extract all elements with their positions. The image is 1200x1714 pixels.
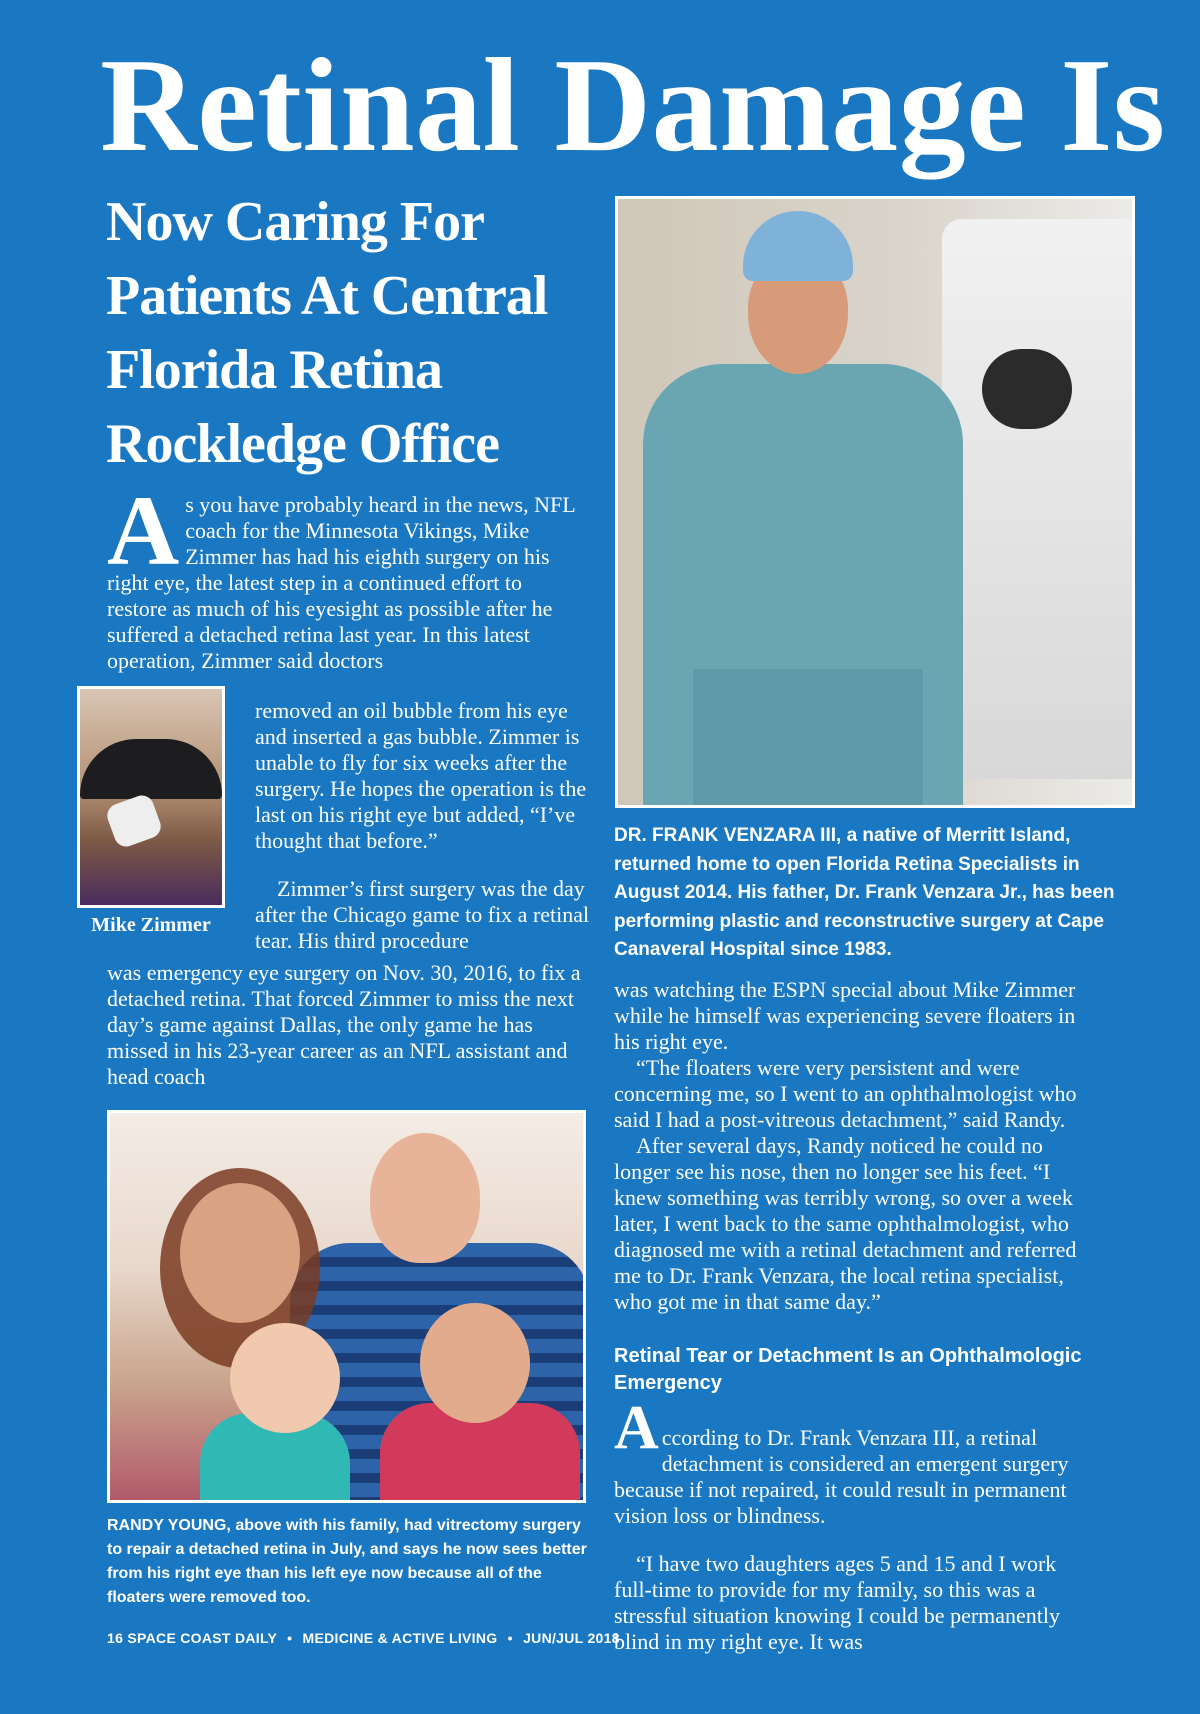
col2-paragraph-3: After several days, Randy noticed he could no longer see his nose, then no longer see his feet. “I knew something was terribly wrong, so over a week later, I went back to the same ophthalmologist, who diagnosed me with a retinal detachment and referred me to Dr. Frank Venzara, the local retina specialist, who got me in that same day.” <box>614 1133 1077 1314</box>
page-number: 16 <box>107 1630 124 1646</box>
section-paragraph-2: “I have two daughters ages 5 and 15 and I work full-time to provide for my family, so this was a stressful situation knowing I could be permanently blind in my right eye. It was <box>614 1551 1061 1654</box>
section-paragraph-1: ccording to Dr. Frank Venzara III, a retinal detachment is considered an emergent surgery because if not repaired, it could result in permanent vision loss or blindness. <box>614 1425 1069 1528</box>
headline: Retinal Damage Is <box>100 31 1166 179</box>
intro-paragraph <box>107 475 587 674</box>
col1-paragraph-rest: was emergency eye surgery on Nov. 30, 2016, to fix a detached retina. That forced Zimmer to miss the next day’s game against Dallas, the only game he has missed in his 23-year career as an NFL assistant and head coach <box>107 960 581 1089</box>
wrap-paragraph-2: Zimmer’s first surgery was the day after the Chicago game to fix a retinal tear. His third procedure <box>255 876 590 953</box>
issue-date: JUN/JUL 2018 <box>523 1630 620 1646</box>
family-photo-caption: RANDY YOUNG, above with his family, had vitrectomy surgery to repair a detached retina in July, and says he now sees better from his right eye than his left eye now because all of the floaters were removed too. <box>107 1517 587 1606</box>
cap-shape <box>80 739 222 799</box>
doctor-photo-caption: DR. FRANK VENZARA III, a native of Merritt Island, returned home to open Florida Retina Specialists in August 2014. His father, Dr. Frank Venzara Jr., has been performing plastic and reconstructive surgery at Cape Canaveral Hospital since 1983. <box>614 825 1115 960</box>
page-footer <box>107 1630 707 1646</box>
publication-name: SPACE COAST DAILY <box>127 1630 277 1646</box>
randy-young-family-photo <box>107 1110 586 1503</box>
section-heading: Retinal Tear or Detachment Is an Ophthalmologic Emergency <box>614 1345 1082 1394</box>
zimmer-photo-caption: Mike Zimmer <box>91 914 211 936</box>
subheadline: Now Caring For Patients At Central Florida Retina Rockledge Office <box>106 191 548 475</box>
intro-text: s you have probably heard in the news, NFL coach for the Minnesota Vikings, Mike Zimmer has had his eighth surgery on his right eye, the latest step in a continued effort to restore as much of his eyesight as possible after he suffered a detached retina last year. In this latest operation, Zimmer said doctors <box>107 492 575 673</box>
bullet-separator: • <box>507 1630 513 1646</box>
dr-venzara-photo <box>615 196 1135 808</box>
photo-shape <box>370 1133 480 1263</box>
photo-shape <box>230 1323 340 1433</box>
drop-cap: A <box>107 475 180 586</box>
photo-shape <box>180 1183 300 1323</box>
zimmer-photo-block <box>77 686 225 937</box>
wrap-text-column <box>255 676 590 976</box>
photo-shape <box>420 1303 530 1423</box>
section-name: MEDICINE & ACTIVE LIVING <box>302 1630 498 1646</box>
photo-shape <box>693 669 923 808</box>
eye-patch-shape <box>104 792 164 850</box>
photo-shape <box>942 219 1132 779</box>
col2-paragraph-1: was watching the ESPN special about Mike Zimmer while he himself was experiencing severe floaters in his right eye. <box>614 977 1076 1054</box>
wrap-paragraph-1: removed an oil bubble from his eye and inserted a gas bubble. Zimmer is unable to fly for six weeks after the surgery. He hopes the operation is the last on his right eye but added, “I’ve thought that before.” <box>255 698 587 853</box>
mike-zimmer-photo <box>77 686 225 908</box>
bullet-separator: • <box>287 1630 293 1646</box>
col2-text <box>614 977 1094 1315</box>
col2-paragraph-2: “The floaters were very persistent and were concerning me, so I went to an ophthalmologist who said I had a post-vitreous detachment,” said Randy. <box>614 1055 1077 1132</box>
photo-shape <box>982 349 1072 429</box>
drop-cap: A <box>614 1394 659 1462</box>
